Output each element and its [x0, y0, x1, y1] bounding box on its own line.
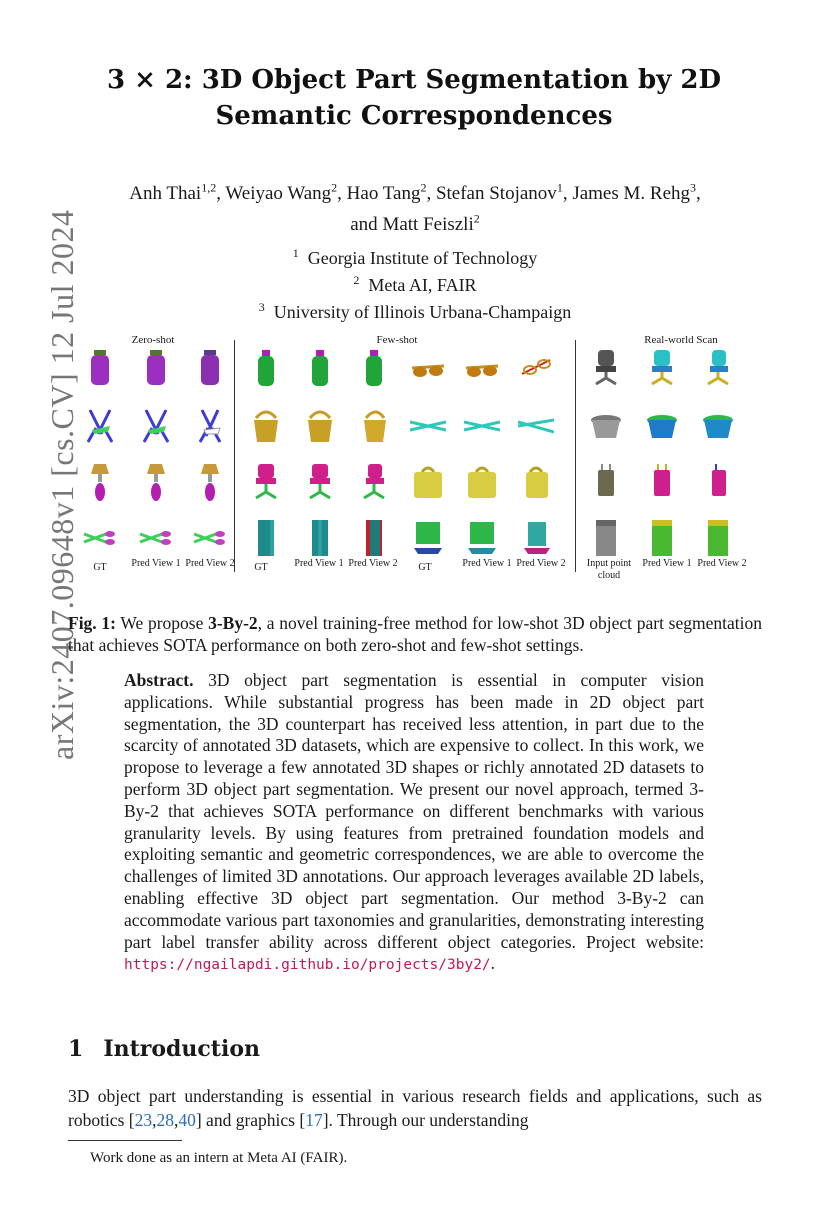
eyeglasses-icon [410, 348, 446, 388]
jar-icon [138, 348, 174, 388]
cabinet-icon [356, 518, 392, 558]
section-heading: 1 Introduction [68, 1036, 260, 1062]
basket-icon [356, 406, 392, 446]
basket-icon [248, 406, 284, 446]
arxiv-identifier: arXiv:2407.09648v1 [cs.CV] 12 Jul 2024 [44, 209, 80, 760]
column-label: Input point cloud [586, 558, 632, 581]
scissors-icon [518, 406, 554, 446]
trash-can-icon [644, 518, 680, 558]
author: and Matt Feiszli$^2$ [350, 211, 480, 235]
group-divider [575, 340, 576, 572]
citation-link[interactable]: 40 [178, 1110, 196, 1130]
author-list [70, 176, 760, 237]
scissors-icon [192, 520, 228, 560]
bottle-icon [356, 348, 392, 388]
column-label: Pred View 1 [462, 558, 512, 569]
laptop-icon [518, 518, 554, 558]
group-divider [234, 340, 235, 572]
column-label: Pred View 1 [131, 558, 181, 569]
column-label: GT [254, 562, 268, 573]
suitcase-icon [644, 462, 680, 502]
column-label: Pred View 2 [516, 558, 566, 569]
citation-link[interactable]: 28 [156, 1110, 174, 1130]
author: Weiyao Wang$^2$, [225, 181, 347, 205]
lamp-icon [82, 462, 118, 502]
method-name: 3-By-2 [208, 613, 258, 633]
column-label: Pred View 1 [294, 558, 344, 569]
scissors-icon [410, 406, 446, 446]
author: James M. Rehg$^3$, [572, 181, 701, 205]
column-label: Pred View 2 [697, 558, 747, 569]
basket-icon [302, 406, 338, 446]
scissors-icon [138, 520, 174, 560]
citation-link[interactable]: 23 [134, 1110, 153, 1130]
office-chair-icon [302, 462, 338, 502]
jar-icon [82, 348, 118, 388]
column-label: Pred View 1 [642, 558, 692, 569]
teaser-figure [68, 330, 760, 585]
scissors-icon [82, 520, 118, 560]
column-label: Pred View 2 [185, 558, 235, 569]
figure-caption: Fig. 1: We propose 3-By-2, a novel training-free method for low-shot 3D object part segmentation that achieves SOTA performance on both zero-shot and few-shot settings. [68, 613, 762, 655]
title-line-2: Semantic Correspondences [215, 101, 613, 131]
affiliation: $^3$ University of Illinois Urbana-Champaign [258, 300, 572, 322]
cabinet-icon [302, 518, 338, 558]
pot-icon [700, 406, 736, 446]
office-chair-icon [588, 348, 624, 388]
jar-icon [192, 348, 228, 388]
bottle-icon [248, 348, 284, 388]
trash-can-icon [588, 518, 624, 558]
lamp-icon [192, 462, 228, 502]
bag-icon [410, 462, 446, 502]
group-title-few-shot: Few-shot [376, 334, 418, 346]
bottle-icon [302, 348, 338, 388]
abstract-label: Abstract. [124, 670, 194, 690]
laptop-icon [410, 518, 446, 558]
pot-icon [588, 406, 624, 446]
laptop-icon [464, 518, 500, 558]
office-chair-icon [644, 348, 680, 388]
footnote-rule [68, 1140, 182, 1141]
footnote: Work done as an intern at Meta AI (FAIR). [90, 1150, 348, 1166]
office-chair-icon [700, 348, 736, 388]
group-title-real-world-scan: Real-world Scan [644, 334, 718, 346]
paper-title [100, 62, 728, 134]
cabinet-icon [248, 518, 284, 558]
lamp-icon [138, 462, 174, 502]
folding-chair-icon [82, 406, 118, 446]
eyeglasses-icon [464, 348, 500, 388]
citation-link[interactable]: 17 [305, 1110, 323, 1130]
scissors-icon [464, 406, 500, 446]
abstract-text: 3D object part segmentation is essential in computer vision applications. While substantial progress has been made in 2D object part segmentation, the 3D counterpart has received less attention, in part due to the scarcity of annotated 3D datasets, which are expensive to collect. In this work, we propose to leverage a few annotated 3D shapes or richly annotated 2D datasets to perform 3D object part segmentation. We present our novel approach, termed 3-By-2 that achieves SOTA performance on different benchmarks with various granularity levels. By using features from pretrained foundation models and exploiting semantic and geometric correspondences, we are able to overcome the challenges of limited 3D annotations. Our approach leverages available 2D labels, enabling effective 3D object part segmentation. Our method 3-By-2 can accommodate various part taxonomies and granularities, demonstrating interesting part label transfer ability across different object categories. Project website: [124, 670, 704, 952]
affiliation-list [150, 242, 680, 323]
abstract: Abstract. 3D object part segmentation is essential in computer vision applications. While substantial progress has been made in 2D object part segmentation, the 3D counterpart has received less attention, in part due to the scarcity of annotated 3D datasets, which are expensive to collect. In this work, we propose to leverage a few annotated 3D shapes or richly annotated 2D datasets to perform 3D object part segmentation. We present our novel approach, termed 3-By-2 that achieves SOTA performance on different benchmarks with various granularity levels. By using features from pretrained foundation models and exploiting semantic and geometric correspondences, we are able to overcome the challenges of limited 3D annotations. Our approach leverages available 2D labels, enabling effective 3D object part segmentation. Our method 3-By-2 can accommodate various part taxonomies and granularities, demonstrating interesting part label transfer ability across different object categories. Project website: https://ngailapdi.github.io/projects/3by2/. [124, 670, 704, 974]
folding-chair-icon [192, 406, 228, 446]
suitcase-icon [588, 462, 624, 502]
bag-icon [518, 462, 554, 502]
project-website-link[interactable]: https://ngailapdi.github.io/projects/3by2/ [124, 957, 491, 974]
affiliation: $^1$ Georgia Institute of Technology [292, 246, 538, 268]
folding-chair-icon [138, 406, 174, 446]
column-label: GT [93, 562, 107, 573]
office-chair-icon [248, 462, 284, 502]
caption-label: Fig. 1: [68, 613, 116, 633]
author: Hao Tang$^2$, [346, 181, 436, 205]
title-line-1: 3 × 2: 3D Object Part Segmentation by 2D [106, 65, 721, 95]
bag-icon [464, 462, 500, 502]
affiliation: $^2$ Meta AI, FAIR [353, 273, 477, 295]
author: Stefan Stojanov$^1$, [435, 181, 573, 205]
group-title-zero-shot: Zero-shot [131, 334, 175, 346]
column-label: GT [418, 562, 432, 573]
pot-icon [644, 406, 680, 446]
intro-paragraph: 3D object part understanding is essential in various research fields and applications, such as robotics [23,28,40] and graphics [17]. Through our understanding [68, 1086, 762, 1130]
office-chair-icon [356, 462, 392, 502]
suitcase-icon [700, 462, 736, 502]
trash-can-icon [700, 518, 736, 558]
eyeglasses-icon [518, 348, 554, 388]
column-label: Pred View 2 [348, 558, 398, 569]
author: Anh Thai$^{1,2}$, [129, 181, 226, 205]
